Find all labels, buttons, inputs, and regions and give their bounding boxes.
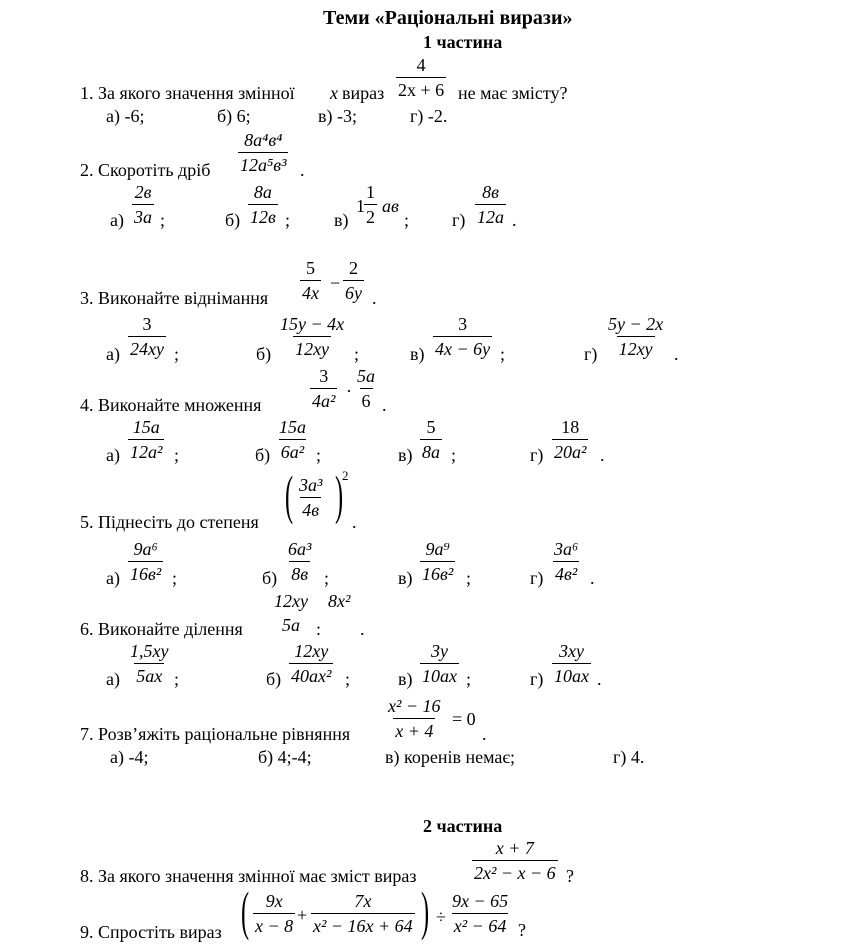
- q4-a-label: а): [106, 445, 120, 465]
- q3-end: .: [372, 288, 377, 308]
- q5-num: 3a³: [299, 475, 323, 495]
- q8-fraction: [472, 839, 558, 882]
- q4-c-label: в): [398, 445, 413, 465]
- q2-d-num: 8в: [482, 182, 499, 202]
- q5-d-fraction: [552, 540, 580, 583]
- q8-text: 8. За якого значення змінної має зміст вираз: [80, 866, 417, 886]
- q5-c-end: ;: [466, 568, 472, 588]
- q3-a-fraction: [128, 315, 166, 358]
- q9-end: ?: [518, 920, 526, 940]
- q4-a-num: 15a: [132, 417, 160, 437]
- q2-c-tail: ав: [382, 196, 399, 216]
- q6-end: .: [360, 619, 365, 639]
- q9-den2: x² − 16x + 64: [311, 913, 415, 935]
- q3-d-num: 5y − 2x: [608, 314, 664, 334]
- q1-den: 2x + 6: [396, 77, 446, 99]
- q4-num1: 3: [319, 366, 329, 386]
- q6-a-den: 5ax: [134, 663, 164, 685]
- q2-b-end: ;: [285, 210, 291, 230]
- q9-den1: x − 8: [253, 913, 295, 935]
- q3-b-label: б): [256, 344, 272, 364]
- q1-option-a: а) -6;: [106, 106, 145, 126]
- q9-left-paren: (: [240, 881, 250, 941]
- q3-d-den: 12xy: [617, 336, 655, 358]
- q2-d-den: 12a: [475, 204, 506, 226]
- q4-d-den: 20a²: [552, 439, 588, 461]
- q4-d-fraction: [552, 418, 588, 461]
- q4-operator: ·: [346, 381, 352, 401]
- q2-d-end: .: [512, 210, 517, 230]
- q4-d-end: .: [600, 445, 605, 465]
- q3-num1: 5: [306, 258, 315, 278]
- q6-c-fraction: [420, 642, 459, 685]
- q3-fraction-1: [300, 259, 321, 302]
- q9-fraction-2: [311, 892, 415, 935]
- q3-c-end: ;: [500, 344, 506, 364]
- q3-d-end: .: [674, 344, 679, 364]
- q3-c-num: 3: [458, 314, 468, 334]
- q9-fraction-1: [253, 892, 295, 935]
- q1-option-d: г) -2.: [410, 106, 448, 126]
- q6-right-operand: 8x²: [328, 591, 351, 611]
- q2-d-label: г): [452, 210, 466, 230]
- q1-text2: вираз: [342, 83, 385, 103]
- q6-c-label: в): [398, 669, 413, 689]
- q3-fraction-2: [343, 259, 364, 302]
- q5-right-paren: ): [334, 465, 344, 525]
- q4-b-num: 15a: [279, 417, 306, 437]
- q4-a-fraction: [128, 418, 164, 461]
- q7-den: x + 4: [393, 718, 435, 740]
- q3-b-den: 12xy: [293, 336, 331, 358]
- q4-fraction-2: [355, 367, 377, 410]
- q3-den2: 6y: [343, 280, 364, 302]
- q9-den3: x² − 64: [452, 913, 509, 935]
- q6-c-end: ;: [466, 669, 472, 689]
- q5-b-den: 8в: [289, 561, 310, 583]
- q4-c-num: 5: [426, 417, 436, 437]
- q5-end: .: [352, 512, 357, 532]
- q3-den1: 4x: [300, 280, 321, 302]
- page-title: Теми «Раціональні вирази»: [323, 7, 573, 29]
- q2-b-den: 12в: [248, 204, 278, 226]
- q6-a-num: 1,5xy: [130, 641, 169, 661]
- part-1-heading: 1 частина: [423, 32, 503, 52]
- q4-d-label: г): [530, 445, 544, 465]
- q6-a-end: ;: [174, 669, 180, 689]
- q2-num: 8a⁴в⁴: [244, 130, 283, 150]
- part-2-heading: 2 частина: [423, 816, 503, 836]
- q9-right-paren: ): [420, 881, 430, 941]
- q3-a-end: ;: [174, 344, 180, 364]
- q4-b-fraction: [277, 418, 308, 461]
- q2-c-whole: 1: [356, 196, 365, 216]
- q6-a-fraction: [128, 642, 170, 685]
- q4-a-end: ;: [174, 445, 180, 465]
- q4-fraction-1: [310, 367, 337, 410]
- q5-a-num: 9a⁶: [133, 539, 158, 559]
- q2-c-den: 2: [364, 204, 377, 226]
- q1-var: x: [330, 83, 338, 103]
- q4-end: .: [382, 395, 387, 415]
- q2-a-end: ;: [160, 210, 166, 230]
- q5-a-fraction: [128, 540, 163, 583]
- q7-rhs: = 0: [452, 709, 476, 729]
- q4-a-den: 12a²: [128, 439, 164, 461]
- q4-b-den: 6a²: [279, 439, 306, 461]
- q7-num: x² − 16: [388, 696, 441, 716]
- q6-d-label: г): [530, 669, 544, 689]
- q6-b-den: 40ax²: [289, 663, 333, 685]
- q3-b-fraction: [278, 315, 346, 358]
- q1-option-c: в) -3;: [318, 106, 357, 126]
- q2-c-fraction: [364, 183, 377, 226]
- q5-d-end: .: [590, 568, 595, 588]
- q9-num1: 9x: [265, 891, 283, 911]
- q5-b-end: ;: [324, 568, 330, 588]
- q5-a-label: а): [106, 568, 120, 588]
- q2-a-num: 2в: [134, 182, 152, 202]
- q2-a-fraction: [132, 183, 154, 226]
- q6-a-label: а): [106, 669, 120, 689]
- q6-den: 5a: [281, 615, 300, 635]
- q3-text: 3. Виконайте віднімання: [80, 288, 269, 308]
- q8-num: x + 7: [495, 838, 534, 858]
- q6-d-end: .: [597, 669, 602, 689]
- q9-num3: 9x − 65: [452, 891, 509, 911]
- q6-b-num: 12xy: [294, 641, 329, 661]
- q6-b-fraction: [289, 642, 333, 685]
- q5-a-end: ;: [172, 568, 178, 588]
- q2-d-fraction: [475, 183, 506, 226]
- q5-fraction: [297, 476, 324, 519]
- q7-end: .: [482, 724, 487, 744]
- q6-operator: :: [316, 619, 322, 639]
- q3-d-label: г): [584, 344, 598, 364]
- q2-c-end: ;: [404, 210, 410, 230]
- q4-text: 4. Виконайте множення: [80, 395, 262, 415]
- q3-a-den: 24xy: [128, 336, 166, 358]
- q9-text: 9. Спростіть вираз: [80, 922, 222, 942]
- q3-d-fraction: [606, 315, 665, 358]
- q7-option-d: г) 4.: [613, 747, 645, 767]
- q3-b-num: 15y − 4x: [280, 314, 345, 334]
- q7-fraction: [386, 697, 443, 740]
- q2-b-num: 8a: [253, 182, 272, 202]
- q1-text: 1. За якого значення змінної: [80, 83, 295, 103]
- q6-d-num: 3xy: [559, 641, 584, 661]
- q2-c-num: 1: [366, 182, 375, 202]
- q4-num2: 5a: [357, 366, 375, 386]
- q5-b-num: 6a³: [288, 539, 312, 559]
- q2-a-label: а): [110, 210, 124, 230]
- q4-c-end: ;: [451, 445, 457, 465]
- q3-b-end: ;: [354, 344, 360, 364]
- q2-end: .: [300, 160, 305, 180]
- q5-left-paren: (: [284, 465, 294, 525]
- q3-c-label: в): [410, 344, 425, 364]
- q4-den2: 6: [360, 388, 373, 410]
- q7-text: 7. Розв’яжіть раціональне рівняння: [80, 724, 351, 744]
- q6-fraction: [272, 592, 310, 634]
- q2-b-label: б): [225, 210, 241, 230]
- q5-c-label: в): [398, 568, 413, 588]
- q6-d-den: 10ax: [552, 663, 591, 685]
- q3-c-den: 4x − 6y: [433, 336, 492, 358]
- q8-den: 2x² − x − 6: [472, 860, 558, 882]
- q9-fraction-3: [450, 892, 510, 935]
- q5-c-num: 9a⁹: [425, 539, 450, 559]
- q4-b-label: б): [255, 445, 271, 465]
- q5-c-den: 16в²: [420, 561, 455, 583]
- q9-operator-1: +: [297, 905, 308, 925]
- q5-d-den: 4в²: [553, 561, 579, 583]
- q4-b-end: ;: [316, 445, 322, 465]
- q5-b-fraction: [286, 540, 313, 583]
- q1-option-b: б) 6;: [217, 106, 251, 126]
- q1-num: 4: [416, 55, 426, 75]
- q3-a-num: 3: [142, 314, 152, 334]
- q5-b-label: б): [262, 568, 278, 588]
- q5-power: 2: [342, 468, 349, 483]
- q9-num2: 7x: [354, 891, 372, 911]
- q6-d-fraction: [552, 642, 591, 685]
- q2-a-den: 3a: [132, 204, 154, 226]
- q5-text: 5. Піднесіть до степеня: [80, 512, 259, 532]
- q6-text: 6. Виконайте ділення: [80, 619, 243, 639]
- q4-d-num: 18: [561, 417, 580, 437]
- q3-c-fraction: [433, 315, 492, 358]
- q2-fraction: [238, 131, 288, 174]
- q6-b-end: ;: [345, 669, 351, 689]
- q1-text3: не має змісту?: [458, 83, 568, 103]
- q9-operator-2: ÷: [436, 907, 446, 927]
- q5-c-fraction: [420, 540, 455, 583]
- q2-den: 12a⁵в³: [238, 152, 288, 174]
- q4-den1: 4a²: [310, 388, 337, 410]
- q6-c-den: 10ax: [420, 663, 459, 685]
- q2-text: 2. Скоротіть дріб: [80, 160, 211, 180]
- q2-b-fraction: [248, 183, 278, 226]
- q1-fraction: [396, 56, 446, 99]
- q2-c-label: в): [334, 210, 349, 230]
- q7-option-c: в) коренів немає;: [385, 747, 516, 767]
- q3-a-label: а): [106, 344, 120, 364]
- q5-d-num: 3a⁶: [554, 539, 579, 559]
- q3-operator: −: [330, 273, 341, 293]
- q4-c-den: 8a: [420, 439, 442, 461]
- q6-num: 12xy: [274, 591, 308, 611]
- q3-num2: 2: [349, 258, 358, 278]
- q4-c-fraction: [420, 418, 442, 461]
- q8-end: ?: [566, 866, 574, 886]
- q6-b-label: б): [266, 669, 282, 689]
- q6-c-num: 3y: [431, 641, 448, 661]
- q5-a-den: 16в²: [128, 561, 163, 583]
- q7-option-a: а) -4;: [110, 747, 149, 767]
- q7-option-b: б) 4;-4;: [258, 747, 312, 767]
- q5-den: 4в: [300, 497, 321, 519]
- q5-d-label: г): [530, 568, 544, 588]
